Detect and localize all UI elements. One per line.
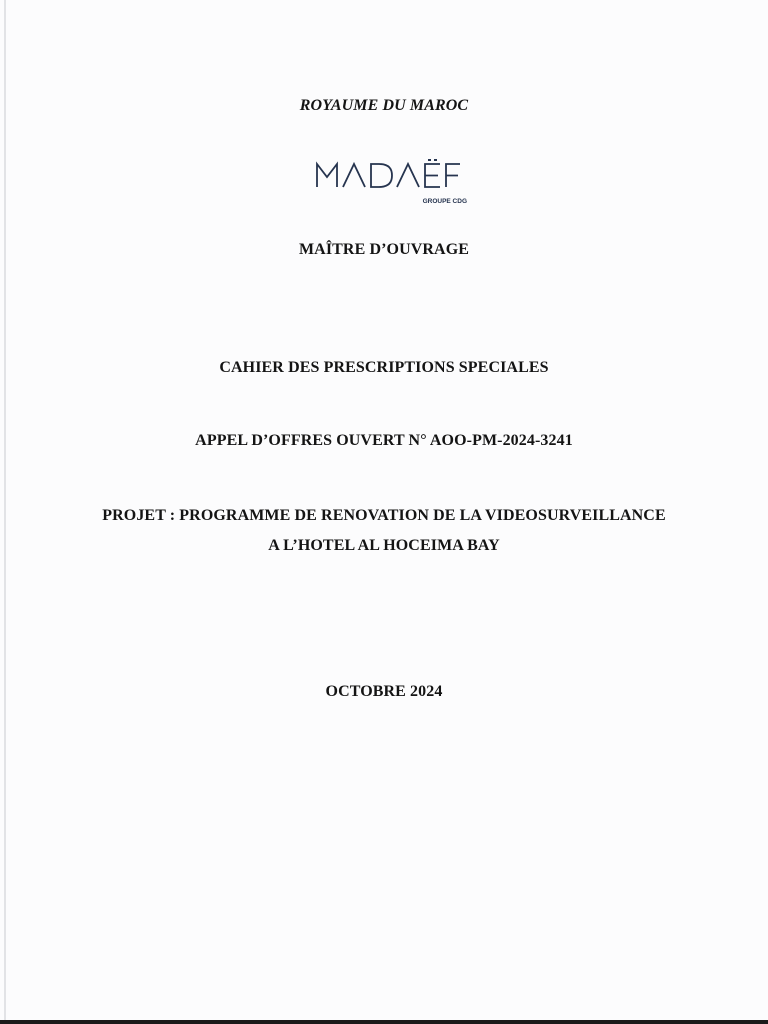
- logo-umlaut-dot-right: [434, 159, 437, 161]
- tender-reference: APPEL D’OFFRES OUVERT N° AOO-PM-2024-3241: [195, 432, 573, 449]
- page-bottom-edge: [0, 1020, 768, 1024]
- country-heading: ROYAUME DU MAROC: [299, 97, 469, 114]
- logo-umlaut-dot-left: [428, 159, 431, 161]
- project-title-line-1: PROJET : PROGRAMME DE RENOVATION DE LA VIDEOSURVEILLANCE: [102, 507, 666, 524]
- project-title-line-2: A L’HOTEL AL HOCEIMA BAY: [268, 537, 500, 554]
- logo-letter-d: [371, 164, 392, 187]
- logo-letter-a1: [343, 164, 365, 187]
- logo-letter-e: [425, 164, 440, 187]
- logo-letter-m: [317, 164, 337, 187]
- document-title: CAHIER DES PRESCRIPTIONS SPECIALES: [219, 359, 549, 376]
- logo-letter-a2: [397, 164, 419, 187]
- role-heading: MAÎTRE D’OUVRAGE: [298, 241, 470, 258]
- document-date: OCTOBRE 2024: [325, 683, 443, 700]
- logo-subtitle: GROUPE CDG: [422, 198, 467, 205]
- logo-letter-f: [446, 164, 460, 187]
- madaef-logo: [315, 157, 475, 207]
